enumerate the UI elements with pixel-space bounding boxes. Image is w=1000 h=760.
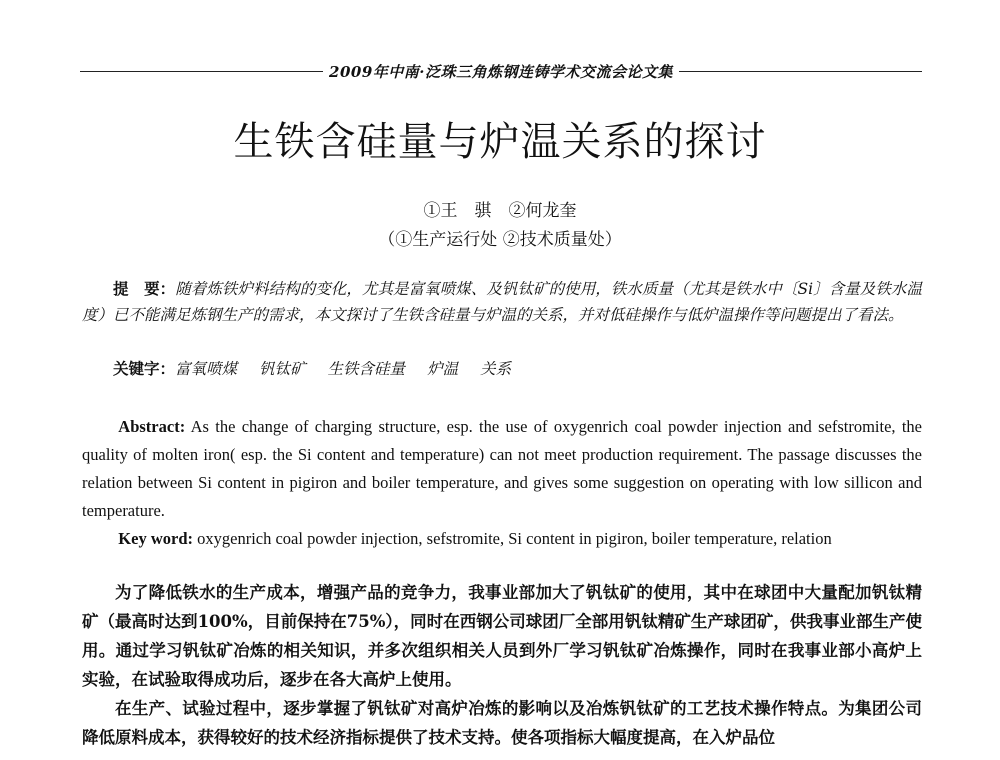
body-paragraph: 为了降低铁水的生产成本，增强产品的竞争力，我事业部加大了钒钛矿的使用，其中在球团中大量配加钒钛精矿（最高时达到100%，目前保持在75%），同时在西钢公司球团厂全部用钒钛精矿生产球团矿，供我事业部生产使用。通过学习钒钛矿冶炼的相关知识，并多次组织相关人员到外厂学习钒钛矿冶炼操作，同时在我事业部小高炉上实验，在试验取得成功后，逐步在各大高炉上使用。: [82, 583, 922, 689]
chinese-abstract-label: 提 要：: [113, 279, 176, 298]
header-rule-left: [80, 71, 323, 72]
chinese-abstract-text: 随着炼铁炉料结构的变化，尤其是富氧喷煤、及钒钛矿的使用，铁水质量（尤其是铁水中〔Si〕含量及铁水温度）已不能满足炼钢生产的需求，本文探讨了生铁含硅量与炉温的关系，并对低硅操作与低炉温操作等问题提出了看法。: [82, 280, 922, 324]
body-text: [82, 578, 922, 752]
english-abstract: [82, 413, 922, 525]
running-header: [80, 58, 922, 84]
header-rule-right: [679, 71, 922, 72]
chinese-abstract: [82, 276, 922, 328]
english-keywords-label: Key word:: [118, 529, 193, 548]
keyword-item: 富氧喷煤: [175, 360, 238, 378]
keyword-item: 生铁含硅量: [327, 360, 406, 378]
header-text: 2009年中南·泛珠三角炼钢连铸学术交流会论文集: [329, 62, 673, 81]
paper-title: 生铁含硅量与炉温关系的探讨: [233, 119, 767, 165]
keyword-item: 钒钛矿: [259, 360, 306, 378]
keyword-item: 关系: [480, 360, 512, 378]
english-abstract-label: Abstract:: [118, 417, 186, 436]
authors: ①王 骐 ②何龙奎: [423, 201, 577, 221]
body-paragraph: 在生产、试验过程中，逐步掌握了钒钛矿对高炉冶炼的影响以及冶炼钒钛矿的工艺技术操作特点。为集团公司降低原料成本，获得较好的技术经济指标提供了技术支持。使各项指标大幅度提高，在入炉品位: [82, 699, 922, 747]
english-keywords: [82, 525, 958, 553]
keyword-item: 炉温: [427, 360, 459, 378]
affiliation: （①生产运行处 ②技术质量处）: [378, 230, 622, 250]
chinese-keywords-label: 关键字：: [113, 359, 176, 378]
english-abstract-text: As the change of charging structure, esp. the use of oxygenrich coal powder injection and sefstromite, the quality of molten iron( esp. the Si content and temperature) can not meet production requirement. The passage discusses the relation between Si content in pigiron and boiler temperature, and gives some suggestion on operating with low sillicon and temperature.: [82, 417, 922, 520]
english-keywords-text: oxygenrich coal powder injection, sefstromite, Si content in pigiron, boiler temperature, relation: [197, 529, 832, 548]
chinese-keywords: [82, 356, 953, 382]
